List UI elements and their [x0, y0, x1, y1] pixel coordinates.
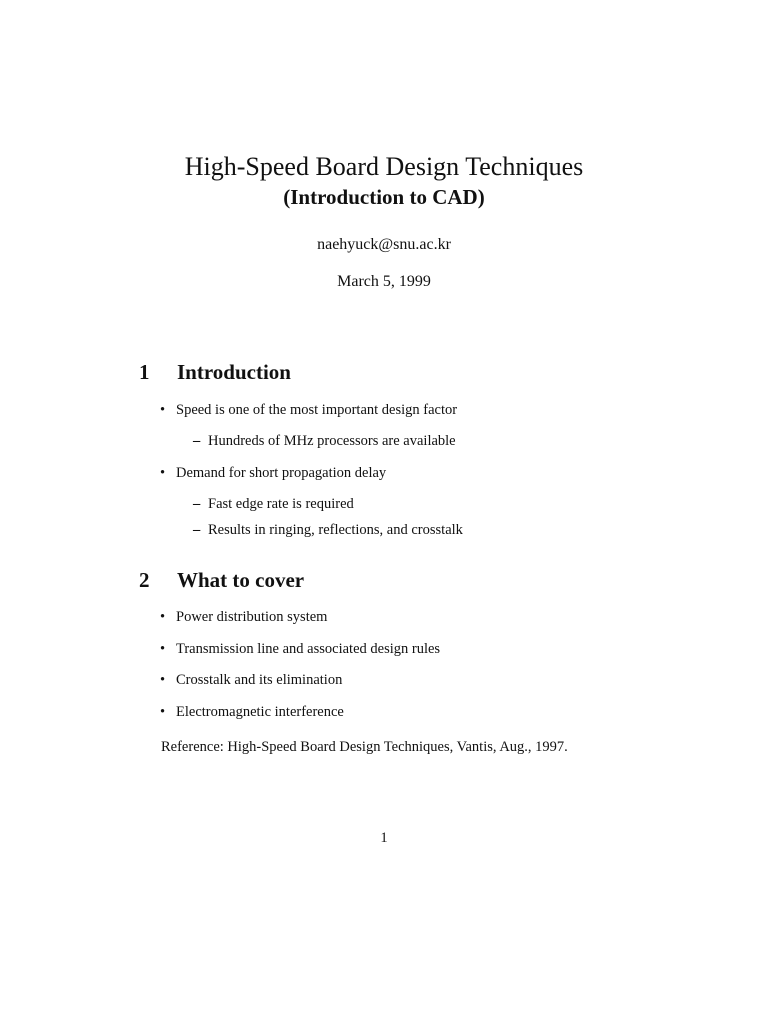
section-title: Introduction [177, 360, 291, 384]
section-number: 1 [139, 360, 150, 384]
list-item [160, 703, 344, 721]
list-item [160, 608, 328, 626]
reference-note: Reference: High-Speed Board Design Techniques, Vantis, Aug., 1997. [161, 739, 568, 755]
list-item-text: Demand for short propagation delay [176, 465, 387, 481]
list-item [160, 464, 387, 482]
bullet-marker: • [160, 465, 166, 481]
list-item-text: Transmission line and associated design rules [176, 641, 441, 657]
document-date: March 5, 1999 [337, 273, 431, 290]
sub-list-item [193, 495, 354, 513]
list-item-text: Power distribution system [176, 609, 328, 625]
page-number: 1 [380, 830, 388, 846]
sub-list-item-text: Results in ringing, reflections, and crosstalk [208, 522, 463, 538]
bullet-marker: • [160, 672, 166, 688]
dash-marker: – [193, 496, 201, 512]
sub-list-item-text: Fast edge rate is required [208, 496, 354, 512]
sub-list-item [193, 521, 463, 539]
author-email: naehyuck@snu.ac.kr [317, 236, 451, 253]
bullet-marker: • [160, 402, 166, 418]
list-item-text: Speed is one of the most important design factor [176, 402, 458, 418]
section-heading-what-to-cover [139, 567, 304, 593]
bullet-marker: • [160, 609, 166, 625]
sub-list-item-text: Hundreds of MHz processors are available [208, 433, 456, 449]
list-item [160, 640, 441, 658]
document-subtitle: (Introduction to CAD) [283, 185, 485, 209]
bullet-marker: • [160, 641, 166, 657]
bullet-marker: • [160, 704, 166, 720]
section-title: What to cover [177, 568, 305, 592]
list-item [160, 671, 343, 689]
section-number: 2 [139, 568, 150, 592]
list-item [160, 401, 458, 419]
document-title: High-Speed Board Design Techniques [184, 152, 584, 181]
dash-marker: – [193, 433, 201, 449]
sub-list-item [193, 432, 456, 450]
section-heading-introduction [139, 359, 291, 385]
list-item-text: Crosstalk and its elimination [176, 672, 343, 688]
dash-marker: – [193, 522, 201, 538]
list-item-text: Electromagnetic interference [176, 704, 344, 720]
